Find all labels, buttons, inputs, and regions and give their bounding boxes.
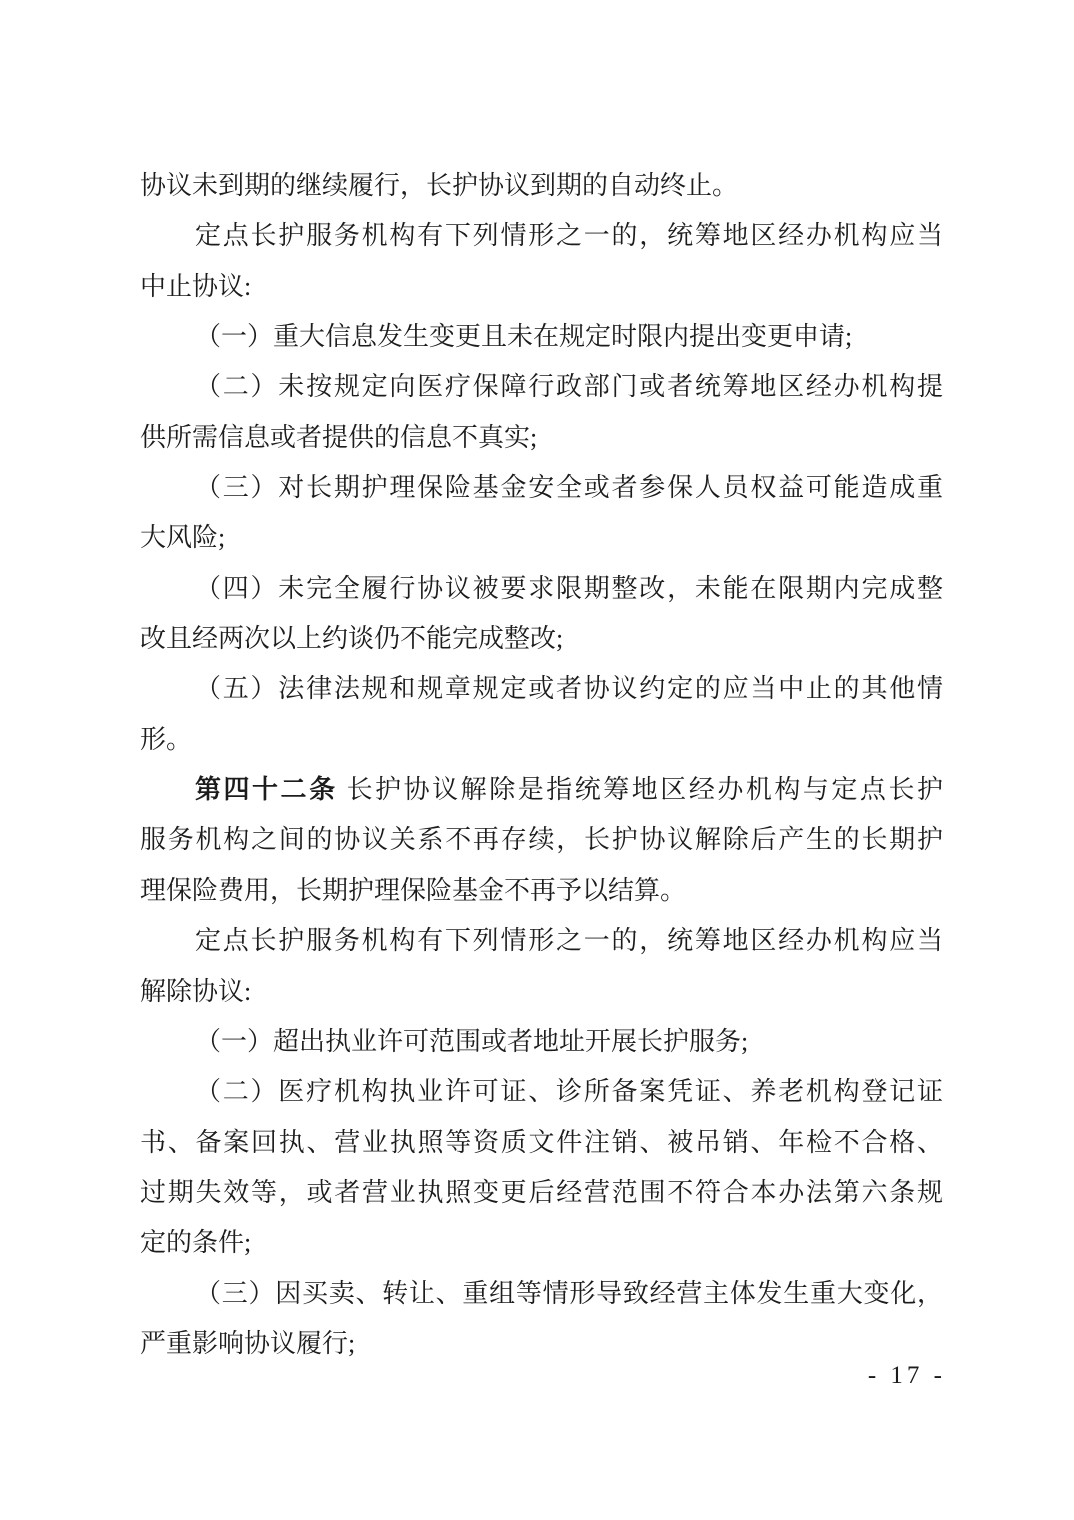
text-line [140,262,943,312]
text-line [140,614,943,664]
body-text: （三）对长期护理保险基金安全或者参保人员权益可能造成重 [195,473,943,503]
text-line [140,916,943,966]
page-number: - 17 - [867,1362,946,1389]
body-text: 解除协议: [140,976,252,1006]
article-number-text: 第四十二条 [195,775,338,805]
text-line [140,815,943,865]
document-content [140,161,943,1369]
text-line [140,1017,943,1067]
body-text: 理保险费用，长期护理保险基金不再予以结算。 [140,875,687,905]
text-line [140,967,943,1017]
text-line [140,1118,943,1168]
text-line [140,564,943,614]
text-line [140,312,943,362]
text-line [140,765,943,815]
text-line [140,463,943,513]
body-text: 改且经两次以上约谈仍不能完成整改; [140,624,564,654]
body-text: 供所需信息或者提供的信息不真实; [140,422,538,452]
body-text: （二）医疗机构执业许可证、诊所备案凭证、养老机构登记证 [195,1077,943,1107]
text-line [140,715,943,765]
text-line [140,413,943,463]
text-line [140,1168,943,1218]
body-text: 大风险; [140,523,226,553]
body-text: 定的条件; [140,1228,252,1258]
body-text: 书、备案回执、营业执照等资质文件注销、被吊销、年检不合格、 [140,1127,943,1157]
body-text: 服务机构之间的协议关系不再存续，长护协议解除后产生的长期护 [140,825,943,855]
text-line [140,362,943,412]
body-text: （四）未完全履行协议被要求限期整改，未能在限期内完成整 [195,573,943,603]
body-text: 长护协议解除是指统筹地区经办机构与定点长护 [337,775,943,805]
body-text: （二）未按规定向医疗保障行政部门或者统筹地区经办机构提 [195,372,943,402]
body-text: （一）超出执业许可范围或者地址开展长护服务; [195,1026,749,1056]
body-text: 形。 [140,724,193,754]
text-line [140,866,943,916]
text-line [140,1067,943,1117]
body-text: 严重影响协议履行; [140,1328,356,1358]
body-text: （五）法律法规和规章规定或者协议约定的应当中止的其他情 [195,674,943,704]
text-line [140,513,943,563]
text-line [140,161,943,211]
text-line [140,664,943,714]
body-text: 协议未到期的继续履行，长护协议到期的自动终止。 [140,171,739,200]
text-line [140,211,943,261]
body-text: （三）因买卖、转让、重组等情形导致经营主体发生重大变化， [195,1278,943,1308]
body-text: 定点长护服务机构有下列情形之一的，统筹地区经办机构应当 [195,221,943,251]
body-text: （一）重大信息发生变更且未在规定时限内提出变更申请; [195,322,853,352]
body-text: 过期失效等，或者营业执照变更后经营范围不符合本办法第六条规 [140,1177,943,1207]
body-text: 定点长护服务机构有下列情形之一的，统筹地区经办机构应当 [195,926,943,956]
text-line [140,1319,943,1369]
body-text: 中止协议: [140,271,252,301]
text-line [140,1269,943,1319]
text-line [140,1218,943,1268]
